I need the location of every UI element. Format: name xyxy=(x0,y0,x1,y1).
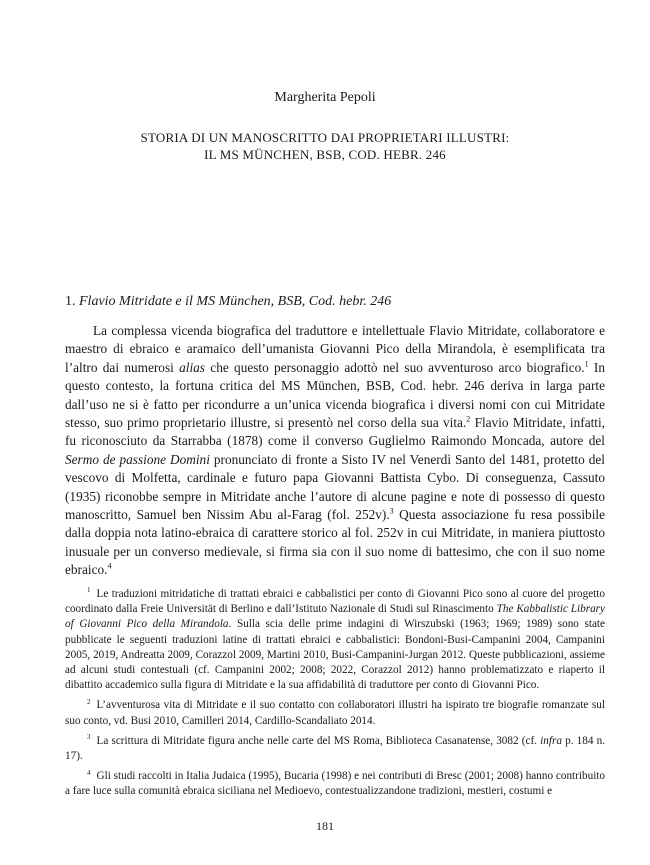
section-title: Flavio Mitridate e il MS München, BSB, Cod. hebr. 246 xyxy=(79,294,392,309)
footnote-2 xyxy=(65,698,605,728)
section-number: 1. xyxy=(65,294,76,309)
footnote-ref: 1 xyxy=(584,359,589,369)
body-text-run: La complessa vicenda biografica del traduttore e intellettuale Flavio Mitridate, collaboratore e maestro di ebraico e aramaico dell’umanista Giovanni Pico della Mirandola, è esemplificata tra l’altro dai numerosi xyxy=(65,323,605,375)
body-text-run: In questo contesto, la fortuna critica del MS München, BSB, Cod. hebr. 246 deriva in larga parte dall’uso ne si è fatto per ricondurre a un’unica vicenda biografica i diversi nomi con cui Mitridate stesso, suo primo proprietario illustre, si presentò nel corso della sua vita. xyxy=(65,359,605,431)
body-text-run: che questo personaggio adottò nel suo avventuroso arco biografico. xyxy=(205,359,585,375)
footnote-mark: 2 xyxy=(87,697,91,706)
footnote-1 xyxy=(65,587,605,693)
title-line-1: STORIA DI UN MANOSCRITTO DAI PROPRIETARI ILLUSTRI: xyxy=(140,130,510,145)
title-line-2: IL MS MÜNCHEN, BSB, COD. HEBR. 246 xyxy=(204,147,446,162)
footnote-mark: 1 xyxy=(87,586,91,595)
author-name: Margherita Pepoli xyxy=(274,90,376,105)
body-text-run: Questa associazione fu resa possibile dalla doppia nota latino-ebraica di carattere storico al fol. 252v in cui Mitridate, in maniera piuttosto inusuale per un converso medievale, si firma sia con il suo nome di battesimo, che con il suo nome ebraico. xyxy=(65,507,605,578)
footnote-mark: 4 xyxy=(87,768,91,777)
footnote-text-italic: The Kabbalistic Library of Giovanni Pico della Mirandola xyxy=(65,603,605,631)
footnote-text: Gli studi raccolti in Italia Judaica (1995), Bucaria (1998) e nei contributi di Bresc (2001; 2008) hanno contribuito a fare luce sulla comunità ebraica siciliana nel Medioevo, contestualizzandone tradizioni, mestieri, costumi e xyxy=(65,770,605,798)
footnote-text: La scrittura di Mitridate figura anche nelle carte del MS Roma, Biblioteca Casanatense, 3082 (cf. xyxy=(96,734,541,747)
footnote-ref: 3 xyxy=(389,506,394,516)
footnote-text: L’avventurosa vita di Mitridate e il suo contatto con collaboratori illustri ha ispirato tre biografie romanzate sul suo conto, vd. Busi 2010, Camilleri 2014, Cardillo-Scandaliato 2014. xyxy=(65,699,605,727)
footnote-text: p. 184 n. 17). xyxy=(65,734,605,763)
body-text-italic: alias xyxy=(179,359,205,375)
body-text-run: Flavio Mitridate, infatti, fu riconosciuto da Starrabba (1878) come il converso Guglielmo Raimondo Moncada, autore del xyxy=(65,415,606,449)
footnote-ref: 4 xyxy=(107,561,112,571)
footnote-mark: 3 xyxy=(87,733,91,742)
footnote-text: Le traduzioni mitridatiche di trattati ebraici e cabbalistici per conto di Giovanni Pico sono al cuore del progetto coordinato dalla Freie Universität di Berlino e dall’Istituto Nazionale di Studi sul Rinascimento xyxy=(65,588,605,616)
body-text-run: pronunciato di fronte a Sisto IV nel Venerdì Santo del 1481, protetto del vescovo di Molfetta, cardinale e futuro papa Giovanni Battista Cybo. Di conseguenza, Cassuto (1935) riconobbe sempre in Mitridate anche l’autore di alcune pagine e note di possesso di questo manoscritto, Samuel ben Nissim Abu al-Farag (fol. 252v). xyxy=(65,451,605,523)
page-number: 181 xyxy=(316,819,334,833)
section-heading xyxy=(65,294,605,310)
footnote-text-italic: infra xyxy=(540,734,562,747)
footnote-4 xyxy=(65,769,605,799)
footnote-3 xyxy=(65,734,605,764)
body-paragraph xyxy=(65,322,605,580)
footnotes xyxy=(65,587,605,805)
article-title xyxy=(0,129,650,163)
footnote-ref: 2 xyxy=(466,414,471,424)
body-text-italic: Sermo de passione Domini xyxy=(65,451,210,467)
footnote-text: . Sulla scia delle prime indagini di Wirszubski (1963; 1969; 1989) sono state pubblicate le seguenti traduzioni latine di trattati ebraici e cabbalistici: Bondoni-Busi-Campanini 2004, Campanini 2005, 2019, Andreatta 2009, Corazzol 2009, Martini 2010, Busi-Campanini-Jurgan 2012. Queste pubblicazioni, assieme ad alcuni studi contestuali (cf. Campanini 2002; 2008; 2022, Corazzol 2012) hanno problematizzato e riaperto il dibattito accademico sulla figura di Mitridate e la sua affidabilità di traduttore per conto di Giovanni Pico. xyxy=(65,618,606,692)
